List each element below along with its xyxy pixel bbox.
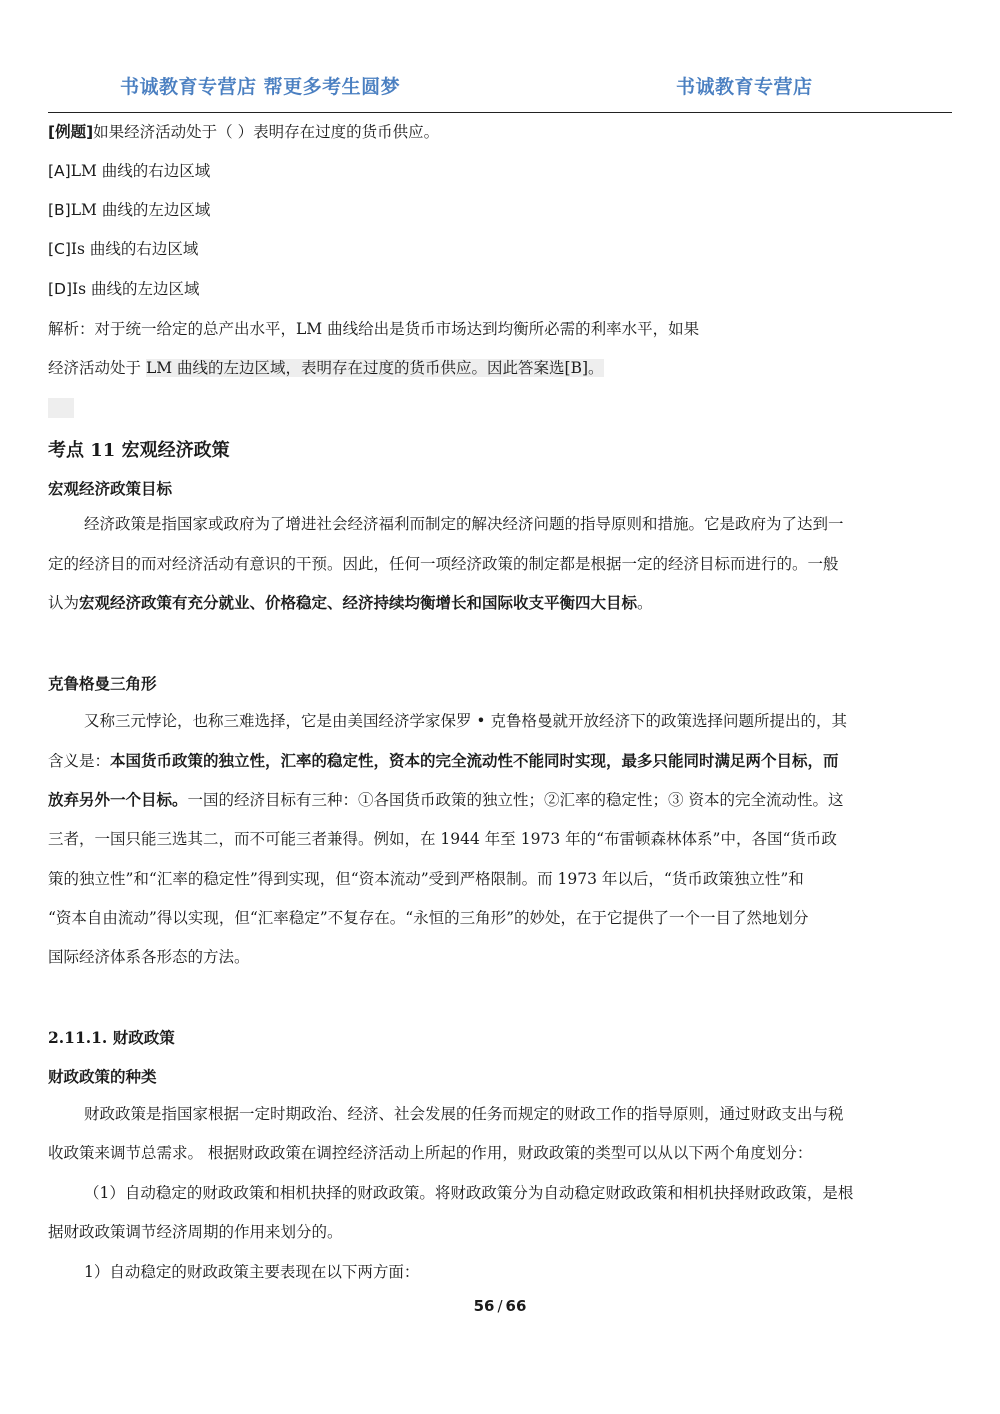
text-span: 。 bbox=[637, 594, 653, 612]
header-divider bbox=[48, 112, 952, 113]
paragraph-line: 三者，一国只能三选其二，而不可能三者兼得。例如，在 1944 年至 1973 年的“布雷顿森林体系”中，各国“货币政 bbox=[48, 830, 837, 848]
option-a-key: [A] bbox=[48, 162, 71, 180]
paragraph-line: 财政政策是指国家根据一定时期政治、经济、社会发展的任务而规定的财政工作的指导原则，通过财政支出与税 bbox=[84, 1105, 844, 1123]
example-question-text: 如果经济活动处于（ ）表明存在过度的货币供应。 bbox=[93, 123, 440, 141]
option-c-key: [C] bbox=[48, 240, 71, 258]
page-current: 56 bbox=[473, 1297, 495, 1315]
example-tag: [例题] bbox=[48, 123, 94, 141]
paragraph-line bbox=[48, 789, 843, 811]
option-c bbox=[48, 238, 198, 260]
text-span: 含义是： bbox=[48, 752, 111, 770]
paragraph-line: 定的经济目的而对经济活动有意识的干预。因此，任何一项经济政策的制定都是根据一定的经济目标而进行的。一般 bbox=[48, 555, 839, 573]
paragraph-line: （1）自动稳定的财政政策和相机抉择的财政政策。将财政政策分为自动稳定财政政策和相机抉择财政政策，是根 bbox=[84, 1184, 854, 1202]
bold-text: 宏观经济政策有充分就业、价格稳定、经济持续均衡增长和国际收支平衡四大目标 bbox=[79, 593, 638, 612]
paragraph-line: 收政策来调节总需求。 根据财政政策在调控经济活动上所起的作用，财政政策的类型可以从以下两个角度划分： bbox=[48, 1144, 813, 1162]
option-d-key: [D] bbox=[48, 280, 73, 298]
page-total: 66 bbox=[505, 1297, 527, 1315]
subheading-macro-goals: 宏观经济政策目标 bbox=[48, 479, 173, 498]
subheading-krugman-triangle: 克鲁格曼三角形 bbox=[48, 674, 157, 693]
option-a bbox=[48, 160, 210, 182]
option-b bbox=[48, 199, 210, 221]
paragraph-line: 1）自动稳定的财政政策主要表现在以下两方面： bbox=[84, 1263, 420, 1281]
analysis-line-2 bbox=[48, 357, 604, 379]
section-title-2-11-1: 2.11.1. 财政政策 bbox=[48, 1028, 175, 1047]
option-d bbox=[48, 278, 200, 300]
option-c-text: Is 曲线的右边区域 bbox=[70, 240, 199, 258]
section-title-11: 考点 11 宏观经济政策 bbox=[48, 440, 230, 461]
paragraph-line: “资本自由流动”得以实现，但“汇率稳定”不复存在。“永恒的三角形”的妙处，在于它提供了一个一目了然地划分 bbox=[48, 909, 809, 927]
paragraph-line: 国际经济体系各形态的方法。 bbox=[48, 948, 250, 966]
option-b-key: [B] bbox=[48, 201, 71, 219]
subheading-fiscal-types: 财政政策的种类 bbox=[48, 1067, 157, 1086]
paragraph-line: 策的独立性”和“汇率的稳定性”得到实现，但“资本流动”受到严格限制。而 1973 年以后，“货币政策独立性”和 bbox=[48, 870, 804, 888]
option-a-text: LM 曲线的右边区域 bbox=[70, 162, 211, 180]
text-span: 一国的经济目标有三种：①各国货币政策的独立性；②汇率的稳定性；③ 资本的完全流动性。这 bbox=[187, 791, 844, 809]
page-number bbox=[0, 1297, 1000, 1315]
analysis-highlight: LM 曲线的左边区域，表明存在过度的货币供应。因此答案选[B]。 bbox=[145, 359, 604, 377]
analysis-line-2-lead: 经济活动处于 bbox=[48, 359, 146, 377]
paragraph-line bbox=[48, 592, 653, 614]
text-span: 认为 bbox=[48, 594, 80, 612]
option-d-text: Is 曲线的左边区域 bbox=[72, 280, 200, 298]
header-left-title: 书诚教育专营店 帮更多考生圆梦 bbox=[120, 76, 401, 98]
header-right-title: 书诚教育专营店 bbox=[676, 76, 813, 98]
page-separator: / bbox=[497, 1297, 503, 1315]
example-question bbox=[48, 121, 439, 143]
option-b-text: LM 曲线的左边区域 bbox=[70, 201, 211, 219]
blank-highlight-box bbox=[48, 398, 74, 418]
bold-text: 本国货币政策的独立性，汇率的稳定性，资本的完全流动性不能同时实现，最多只能同时满足两个目标，而 bbox=[110, 751, 839, 770]
paragraph-line: 又称三元悖论，也称三难选择，它是由美国经济学家保罗 • 克鲁格曼就开放经济下的政策选择问题所提出的，其 bbox=[84, 712, 848, 730]
paragraph-line: 据财政政策调节经济周期的作用来划分的。 bbox=[48, 1223, 343, 1241]
paragraph-line: 经济政策是指国家或政府为了增进社会经济福利而制定的解决经济问题的指导原则和措施。它是政府为了达到一 bbox=[84, 515, 844, 533]
bold-text: 放弃另外一个目标。 bbox=[48, 790, 188, 809]
analysis-line-1: 解析：对于统一给定的总产出水平，LM 曲线给出是货币市场达到均衡所必需的利率水平，如果 bbox=[48, 320, 700, 338]
paragraph-line bbox=[48, 750, 839, 772]
